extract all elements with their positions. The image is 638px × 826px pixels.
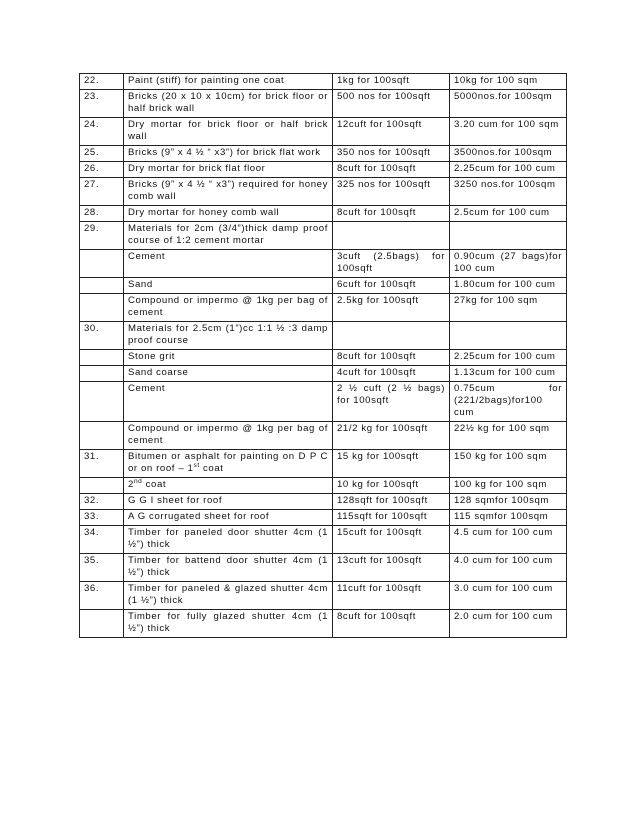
- item-number-cell: 30.: [80, 322, 124, 350]
- metric-quantity-cell: 3.0 cum for 100 cum: [450, 582, 567, 610]
- item-number-cell: 28.: [80, 206, 124, 222]
- material-description-cell: Dry mortar for brick floor or half brick wall: [124, 118, 333, 146]
- imperial-quantity-cell: 13cuft for 100sqft: [333, 554, 450, 582]
- imperial-quantity-cell: 2 ½ cuft (2 ½ bags) for 100sqft: [333, 382, 450, 422]
- item-number-cell: [80, 382, 124, 422]
- material-description-cell: Timber for fully glazed shutter 4cm (1 ½”) thick: [124, 610, 333, 638]
- material-description-cell: Materials for 2.5cm (1”)cc 1:1 ½ :3 damp proof course: [124, 322, 333, 350]
- materials-table: [79, 73, 567, 638]
- item-number-cell: 35.: [80, 554, 124, 582]
- table-row: [80, 382, 567, 422]
- item-number-cell: 34.: [80, 526, 124, 554]
- metric-quantity-cell: 3250 nos.for 100sqm: [450, 178, 567, 206]
- imperial-quantity-cell: [333, 222, 450, 250]
- material-description-cell: Dry mortar for brick flat floor: [124, 162, 333, 178]
- metric-quantity-cell: 1.13cum for 100 cum: [450, 366, 567, 382]
- item-number-cell: 27.: [80, 178, 124, 206]
- metric-quantity-cell: 115 sqmfor 100sqm: [450, 510, 567, 526]
- table-row: [80, 74, 567, 90]
- metric-quantity-cell: 22½ kg for 100 sqm: [450, 422, 567, 450]
- table-row: [80, 494, 567, 510]
- imperial-quantity-cell: 8cuft for 100sqft: [333, 206, 450, 222]
- description-text: Bitumen or asphalt for painting on D P C or on roof – 1: [128, 451, 328, 474]
- metric-quantity-cell: [450, 222, 567, 250]
- material-description-cell: Sand: [124, 278, 333, 294]
- table-row: [80, 526, 567, 554]
- item-number-cell: 22.: [80, 74, 124, 90]
- item-number-cell: [80, 366, 124, 382]
- material-description-cell: Stone grit: [124, 350, 333, 366]
- material-description-cell: [124, 478, 333, 494]
- table-row: [80, 610, 567, 638]
- metric-quantity-cell: 0.75cum for (221/2bags)for100 cum: [450, 382, 567, 422]
- item-number-cell: 26.: [80, 162, 124, 178]
- imperial-quantity-cell: 21/2 kg for 100sqft: [333, 422, 450, 450]
- metric-quantity-cell: 150 kg for 100 sqm: [450, 450, 567, 478]
- table-row: [80, 554, 567, 582]
- material-description-cell: [124, 450, 333, 478]
- metric-quantity-cell: 5000nos.for 100sqm: [450, 90, 567, 118]
- metric-quantity-cell: 2.25cum for 100 cum: [450, 350, 567, 366]
- table-row: [80, 162, 567, 178]
- item-number-cell: [80, 250, 124, 278]
- imperial-quantity-cell: 350 nos for 100sqft: [333, 146, 450, 162]
- item-number-cell: [80, 610, 124, 638]
- item-number-cell: [80, 422, 124, 450]
- table-row: [80, 118, 567, 146]
- metric-quantity-cell: 2.5cum for 100 cum: [450, 206, 567, 222]
- imperial-quantity-cell: [333, 322, 450, 350]
- item-number-cell: 24.: [80, 118, 124, 146]
- material-description-cell: Timber for paneled & glazed shutter 4cm (1 ½”) thick: [124, 582, 333, 610]
- material-description-cell: Compound or impermo @ 1kg per bag of cement: [124, 294, 333, 322]
- material-description-cell: A G corrugated sheet for roof: [124, 510, 333, 526]
- metric-quantity-cell: 4.0 cum for 100 cum: [450, 554, 567, 582]
- imperial-quantity-cell: 8cuft for 100sqft: [333, 350, 450, 366]
- imperial-quantity-cell: 11cuft for 100sqft: [333, 582, 450, 610]
- table-row: [80, 90, 567, 118]
- imperial-quantity-cell: 115sqft for 100sqft: [333, 510, 450, 526]
- item-number-cell: [80, 478, 124, 494]
- imperial-quantity-cell: 8cuft for 100sqft: [333, 162, 450, 178]
- metric-quantity-cell: 2.0 cum for 100 cum: [450, 610, 567, 638]
- material-description-cell: G G I sheet for roof: [124, 494, 333, 510]
- description-text: 2: [128, 479, 134, 490]
- item-number-cell: [80, 294, 124, 322]
- material-description-cell: Sand coarse: [124, 366, 333, 382]
- metric-quantity-cell: 100 kg for 100 sqm: [450, 478, 567, 494]
- description-text: coat: [142, 479, 167, 490]
- item-number-cell: 32.: [80, 494, 124, 510]
- item-number-cell: 31.: [80, 450, 124, 478]
- table-row: [80, 510, 567, 526]
- materials-table-body: [80, 74, 567, 638]
- item-number-cell: 29.: [80, 222, 124, 250]
- table-row: [80, 206, 567, 222]
- item-number-cell: [80, 278, 124, 294]
- metric-quantity-cell: 3.20 cum for 100 sqm: [450, 118, 567, 146]
- imperial-quantity-cell: 500 nos for 100sqft: [333, 90, 450, 118]
- table-row: [80, 294, 567, 322]
- item-number-cell: 36.: [80, 582, 124, 610]
- material-description-cell: Compound or impermo @ 1kg per bag of cement: [124, 422, 333, 450]
- item-number-cell: 23.: [80, 90, 124, 118]
- metric-quantity-cell: 1.80cum for 100 cum: [450, 278, 567, 294]
- metric-quantity-cell: 4.5 cum for 100 cum: [450, 526, 567, 554]
- table-row: [80, 178, 567, 206]
- material-description-cell: Timber for battend door shutter 4cm (1 ½”) thick: [124, 554, 333, 582]
- imperial-quantity-cell: 2.5kg for 100sqft: [333, 294, 450, 322]
- imperial-quantity-cell: 15 kg for 100sqft: [333, 450, 450, 478]
- table-row: [80, 278, 567, 294]
- material-description-cell: Bricks (20 x 10 x 10cm) for brick floor or half brick wall: [124, 90, 333, 118]
- imperial-quantity-cell: 3cuft (2.5bags) for 100sqft: [333, 250, 450, 278]
- table-row: [80, 146, 567, 162]
- metric-quantity-cell: [450, 322, 567, 350]
- metric-quantity-cell: 0.90cum (27 bags)for 100 cum: [450, 250, 567, 278]
- material-description-cell: Timber for paneled door shutter 4cm (1 ½”) thick: [124, 526, 333, 554]
- metric-quantity-cell: 27kg for 100 sqm: [450, 294, 567, 322]
- material-description-cell: Cement: [124, 382, 333, 422]
- table-row: [80, 478, 567, 494]
- table-row: [80, 250, 567, 278]
- table-row: [80, 582, 567, 610]
- imperial-quantity-cell: 10 kg for 100sqft: [333, 478, 450, 494]
- imperial-quantity-cell: 12cuft for 100sqft: [333, 118, 450, 146]
- material-description-cell: Bricks (9” x 4 ½ “ x3”) required for honey comb wall: [124, 178, 333, 206]
- item-number-cell: 33.: [80, 510, 124, 526]
- imperial-quantity-cell: 8cuft for 100sqft: [333, 610, 450, 638]
- table-row: [80, 450, 567, 478]
- table-row: [80, 366, 567, 382]
- table-row: [80, 222, 567, 250]
- metric-quantity-cell: 3500nos.for 100sqm: [450, 146, 567, 162]
- metric-quantity-cell: 10kg for 100 sqm: [450, 74, 567, 90]
- metric-quantity-cell: 128 sqmfor 100sqm: [450, 494, 567, 510]
- item-number-cell: [80, 350, 124, 366]
- material-description-cell: Paint (stiff) for painting one coat: [124, 74, 333, 90]
- imperial-quantity-cell: 6cuft for 100sqft: [333, 278, 450, 294]
- material-description-cell: Cement: [124, 250, 333, 278]
- imperial-quantity-cell: 128sqft for 100sqft: [333, 494, 450, 510]
- imperial-quantity-cell: 4cuft for 100sqft: [333, 366, 450, 382]
- table-row: [80, 322, 567, 350]
- imperial-quantity-cell: 1kg for 100sqft: [333, 74, 450, 90]
- material-description-cell: Materials for 2cm (3/4”)thick damp proof course of 1:2 cement mortar: [124, 222, 333, 250]
- imperial-quantity-cell: 15cuft for 100sqft: [333, 526, 450, 554]
- table-row: [80, 350, 567, 366]
- material-description-cell: Dry mortar for honey comb wall: [124, 206, 333, 222]
- metric-quantity-cell: 2.25cum for 100 cum: [450, 162, 567, 178]
- ordinal-suffix: st: [193, 461, 200, 469]
- imperial-quantity-cell: 325 nos for 100sqft: [333, 178, 450, 206]
- ordinal-suffix: nd: [133, 477, 143, 485]
- item-number-cell: 25.: [80, 146, 124, 162]
- material-description-cell: Bricks (9” x 4 ½ “ x3”) for brick flat work: [124, 146, 333, 162]
- description-text: coat: [199, 463, 224, 474]
- table-row: [80, 422, 567, 450]
